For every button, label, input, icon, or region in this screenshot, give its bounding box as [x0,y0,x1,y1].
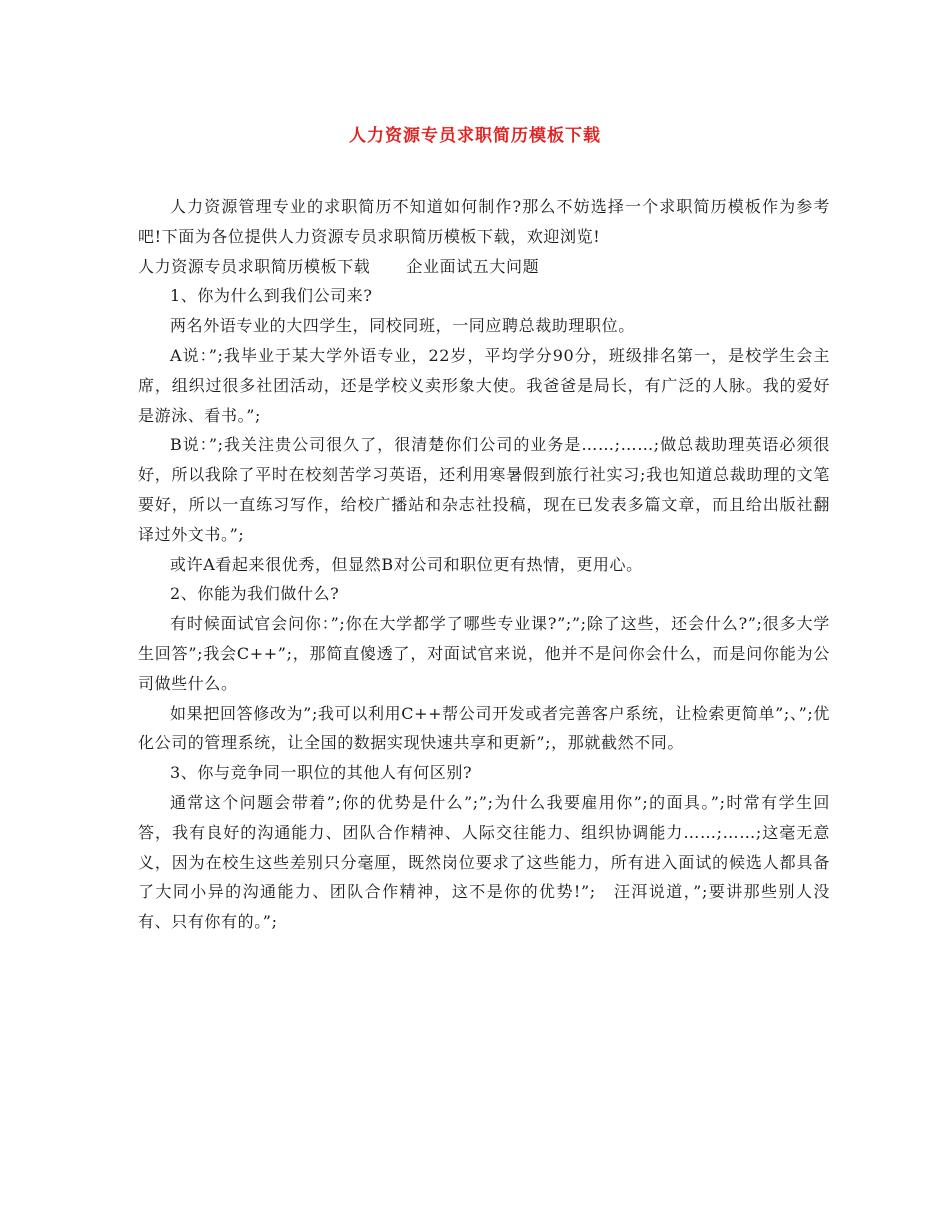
intro-paragraph: 人力资源管理专业的求职简历不知道如何制作?那么不妨选择一个求职简历模板作为参考吧!下面为各位提供人力资源专员求职简历模板下载，欢迎浏览! [138,197,830,246]
subtitle-left: 人力资源专员求职简历模板下载 [138,256,371,276]
paragraph: 两名外语专业的大四学生，同校同班，一同应聘总裁助理职位。 [170,316,635,336]
paragraph: 如果把回答修改为”;我可以利用C++帮公司开发或者完善客户系统，让检索更简单”;、”;优化公司的管理系统，让全国的数据实现快速共享和更新”;，那就截然不同。 [138,703,830,753]
paragraph: 有时候面试官会问你：”;你在大学都学了哪些专业课?”;”;除了这些，还会什么?”;很多大学生回答”;我会C++”;，那简直傻透了，对面试官来说，他并不是问你会什么，而是问你能为公司做些什么。 [138,614,830,693]
paragraph: B说：”;我关注贵公司很久了，很清楚你们公司的业务是……;……;做总裁助理英语必须很好，所以我除了平时在校刻苦学习英语，还利用寒暑假到旅行社实习;我也知道总裁助理的文笔要好，所以一直练习写作，给校广播站和杂志社投稿，现在已发表多篇文章，而且给出版社翻译过外文书。”; [138,435,830,544]
subtitle-line [138,252,830,282]
subtitle-right: 企业面试五大问题 [406,256,540,276]
question-1-heading: 1、你为什么到我们公司来? [170,286,373,306]
paragraph: A说：”;我毕业于某大学外语专业，22岁，平均学分90分，班级排名第一，是校学生会主席，组织过很多社团活动，还是学校义卖形象大使。我爸爸是局长，有广泛的人脉。我的爱好是游泳、看书。”; [138,345,830,425]
question-3-heading: 3、你与竞争同一职位的其他人有何区别? [170,763,473,783]
paragraph: 通常这个问题会带着”;你的优势是什么”;”;为什么我要雇用你”;的面具。”;时常有学生回答，我有良好的沟通能力、团队合作精神、人际交往能力、组织协调能力……;……;这毫无意义，因为在校生这些差别只分毫厘，既然岗位要求了这些能力，所有进入面试的候选人都具备了大同小异的沟通能力、团队合作精神，这不是你的优势!”; 汪洱说道，”;要讲那些别人没有、只有你有的。”; [138,792,830,932]
question-2-heading: 2、你能为我们做什么? [170,584,340,604]
paragraph: 或许A看起来很优秀，但显然B对公司和职位更有热情，更用心。 [170,554,643,574]
document-body [138,192,830,937]
document-title: 人力资源专员求职简历模板下载 [349,126,601,146]
